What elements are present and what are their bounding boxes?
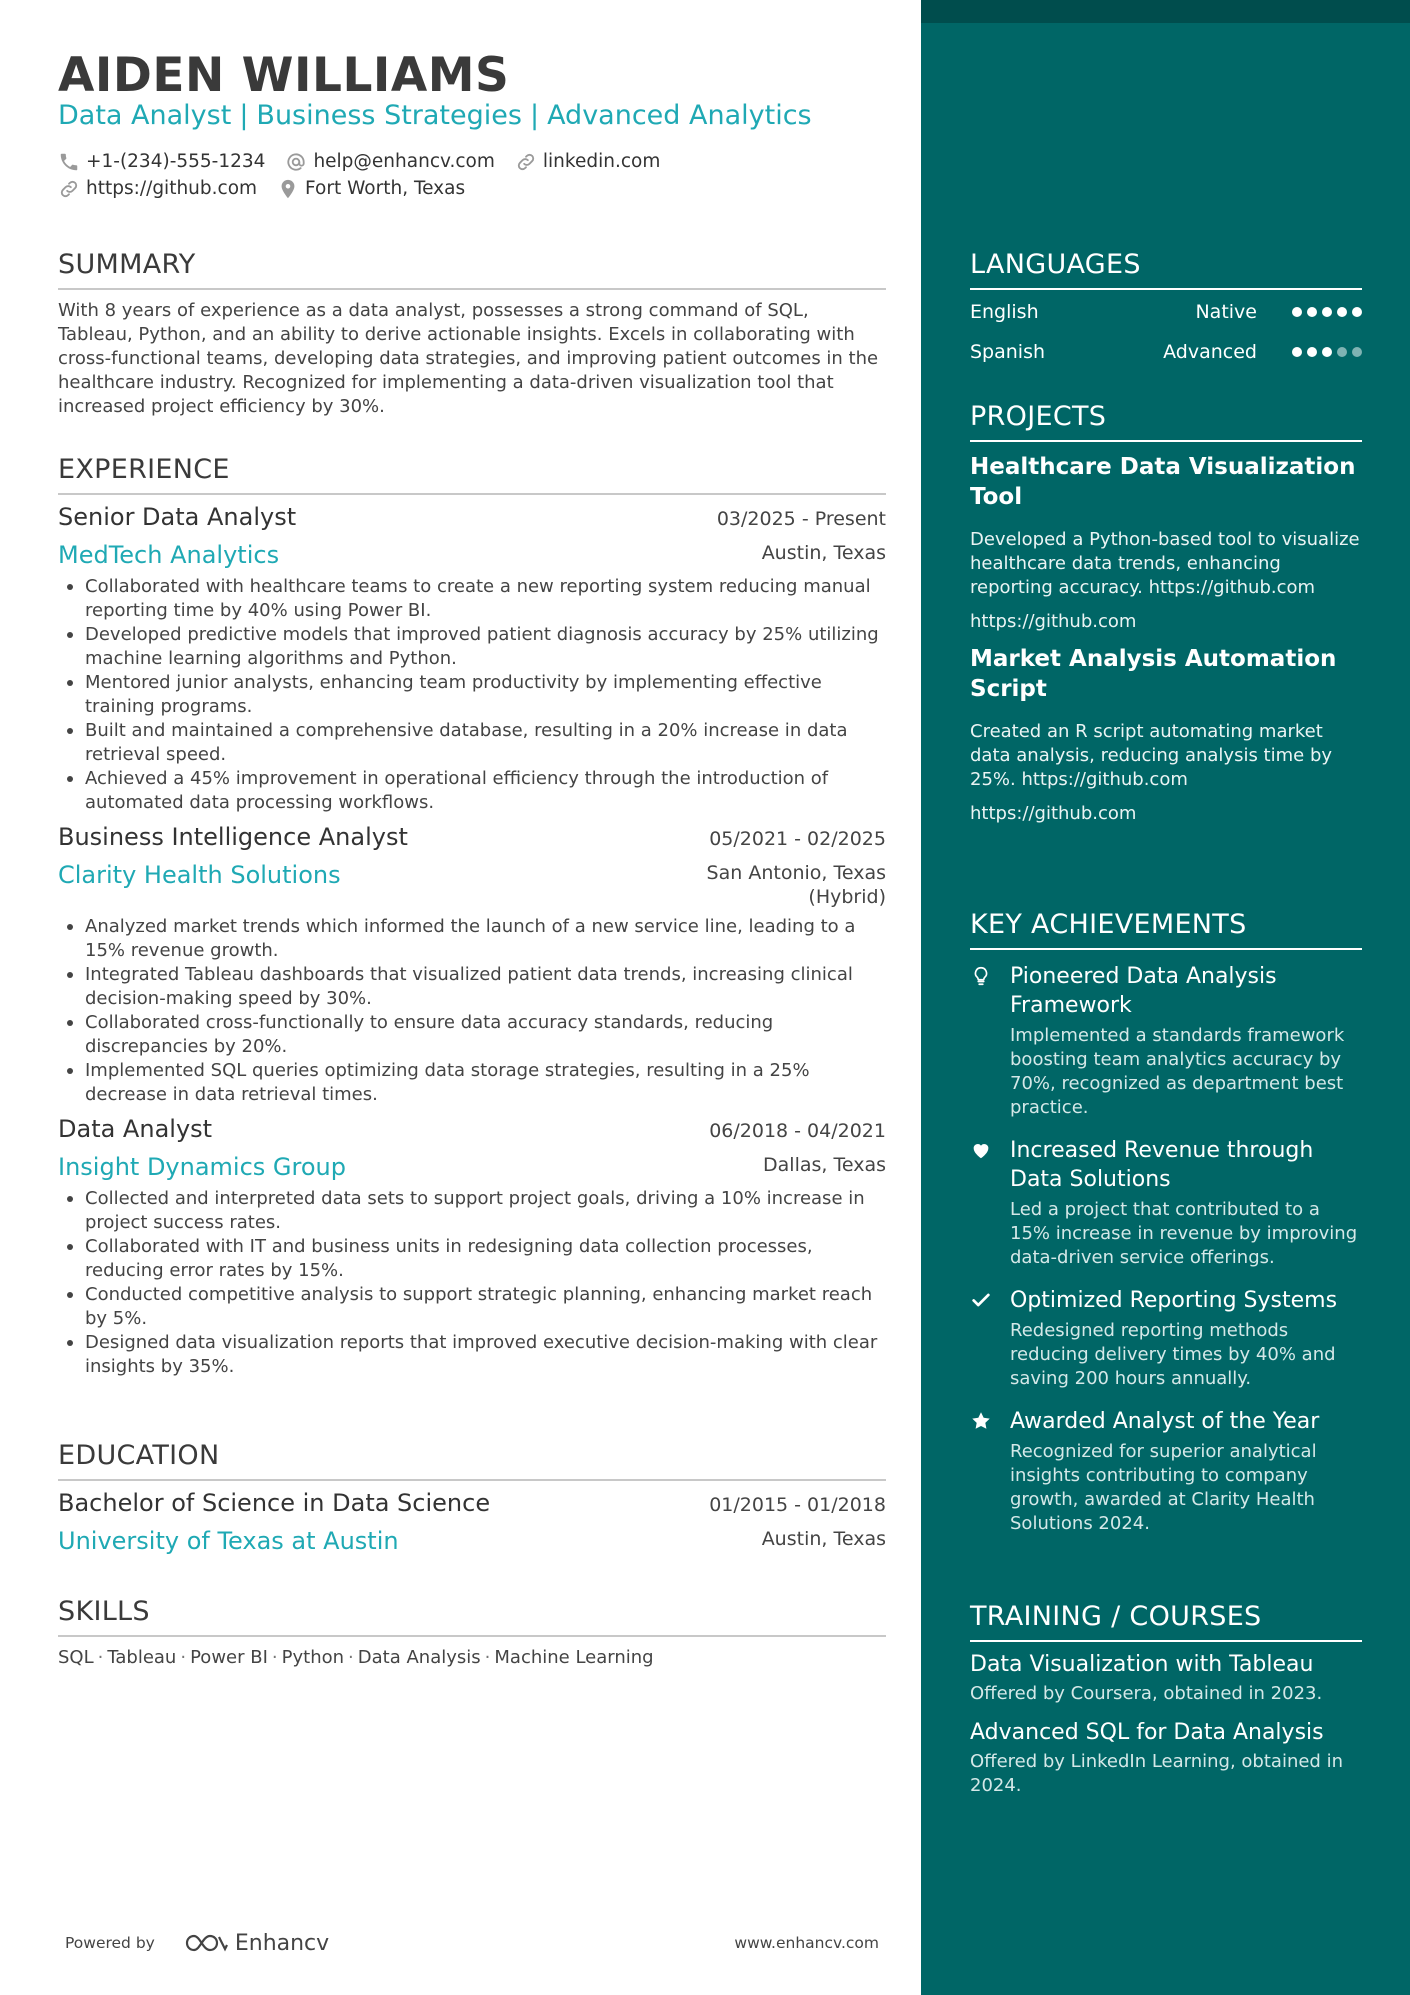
achievement-title: Pioneered Data Analysis Framework (1010, 964, 1277, 1018)
rating-dot-filled (1322, 307, 1332, 317)
skill-separator: · (271, 1647, 278, 1668)
project-title: Healthcare Data Visualization Tool (970, 454, 1356, 510)
job-title: Data Analyst (58, 1115, 213, 1143)
rating-dot-empty (1337, 347, 1347, 357)
job-title: Business Intelligence Analyst (58, 823, 408, 851)
language-rating (1287, 347, 1362, 357)
skill-separator: · (348, 1647, 354, 1668)
enhancv-logo[interactable] (183, 1931, 329, 1956)
phone-text: +1-(234)-555-1234 (86, 151, 266, 172)
project-link[interactable]: https://github.com (970, 803, 1137, 824)
list-item: Analyzed market trends which informed the launch of a new service line, leading to a 15% revenue growth. (58, 915, 886, 963)
job-location-mode: (Hybrid) (808, 886, 886, 908)
project-description: Developed a Python-based tool to visualize healthcare data trends, enhancing reporting accuracy. https://github.com (970, 529, 1360, 598)
sidebar (921, 0, 1410, 1995)
language-row (970, 292, 1362, 332)
education-date: 01/2015 - 01/2018 (709, 1494, 886, 1516)
job-date: 05/2021 - 02/2025 (709, 828, 886, 850)
experience-section (58, 454, 886, 1379)
school-name: University of Texas at Austin (58, 1527, 399, 1555)
contact-email[interactable] (285, 151, 494, 173)
job-location: Austin, Texas (761, 542, 886, 564)
achievement-description: Led a project that contributed to a 15% increase in revenue by improving data-driven service offerings. (1010, 1199, 1358, 1268)
language-name: English (970, 301, 1039, 323)
project-title: Market Analysis Automation Script (970, 646, 1337, 702)
list-item: Designed data visualization reports that improved executive decision-making with clear insights by 35%. (58, 1331, 886, 1379)
headline-separator: | (529, 100, 540, 131)
achievement-entry (970, 1286, 1362, 1391)
projects-section (970, 401, 1362, 824)
language-level: Advanced (1163, 341, 1257, 363)
skill-item: Python (281, 1647, 345, 1668)
candidate-name: AIDEN WILLIAMS (58, 48, 510, 103)
list-item: Collaborated with healthcare teams to create a new reporting system reducing manual reporting time by 40% using Power BI. (58, 575, 886, 623)
course-entry (970, 1720, 1362, 1798)
email-text: help@enhancv.com (313, 151, 495, 172)
skills-list (58, 1647, 886, 1668)
rating-dot-filled (1337, 307, 1347, 317)
achievement-title: Optimized Reporting Systems (1010, 1288, 1338, 1313)
link-icon (515, 151, 537, 173)
achievements-section (970, 909, 1362, 1536)
lightbulb-icon (970, 962, 1010, 1120)
language-rating (1287, 307, 1362, 317)
job-bullets (58, 915, 886, 1107)
job-bullets (58, 1187, 886, 1379)
project-entry (970, 452, 1362, 632)
brand-name: Enhancv (234, 1930, 330, 1956)
school-location: Austin, Texas (761, 1528, 886, 1550)
section-title: LANGUAGES (970, 249, 1362, 290)
course-description: Offered by Coursera, obtained in 2023. (970, 1683, 1323, 1704)
achievement-title: Increased Revenue through Data Solutions (1010, 1138, 1314, 1192)
course-entry (970, 1652, 1362, 1706)
section-title: TRAINING / COURSES (970, 1601, 1362, 1642)
skill-item: Power BI (190, 1647, 268, 1668)
job-location: Dallas, Texas (763, 1154, 886, 1176)
headline-role-2: Business Strategies (256, 100, 522, 131)
course-description: Offered by LinkedIn Learning, obtained in 2024. (970, 1751, 1343, 1796)
location-text: Fort Worth, Texas (305, 178, 466, 199)
skill-item: Machine Learning (494, 1647, 654, 1668)
skill-separator: · (180, 1647, 187, 1668)
degree-title: Bachelor of Science in Data Science (58, 1489, 491, 1517)
job-location-city: San Antonio, Texas (706, 862, 886, 884)
achievement-description: Redesigned reporting methods reducing delivery times by 40% and saving 200 hours annually. (1010, 1320, 1336, 1389)
list-item: Mentored junior analysts, enhancing team productivity by implementing effective training programs. (58, 671, 886, 719)
skill-separator: · (484, 1647, 491, 1668)
at-icon (285, 151, 307, 173)
achievement-entry (970, 1407, 1362, 1536)
job-title: Senior Data Analyst (58, 503, 297, 531)
project-entry (970, 644, 1362, 824)
skill-item: SQL (58, 1647, 94, 1668)
language-name: Spanish (970, 341, 1046, 363)
location-pin-icon (277, 178, 299, 200)
list-item: Implemented SQL queries optimizing data storage strategies, resulting in a 25% decrease in data retrieval times. (58, 1059, 886, 1107)
sidebar-top-band (921, 0, 1410, 23)
section-title: KEY ACHIEVEMENTS (970, 909, 1362, 950)
website-link[interactable]: www.enhancv.com (734, 1934, 879, 1952)
rating-dot-filled (1292, 347, 1302, 357)
section-title: EXPERIENCE (58, 454, 886, 495)
headline (58, 100, 812, 131)
job-company: Clarity Health Solutions (58, 861, 341, 889)
job-company: Insight Dynamics Group (58, 1153, 346, 1181)
list-item: Integrated Tableau dashboards that visualized patient data trends, increasing clinical decision-making speed by 30%. (58, 963, 886, 1011)
course-title: Data Visualization with Tableau (970, 1652, 1314, 1677)
github-text: https://github.com (86, 178, 258, 199)
rating-dot-filled (1292, 307, 1302, 317)
skill-item: Data Analysis (357, 1647, 481, 1668)
rating-dot-filled (1307, 347, 1317, 357)
project-description: Created an R script automating market data analysis, reducing analysis time by 25%. https://github.com (970, 721, 1333, 790)
list-item: Conducted competitive analysis to support strategic planning, enhancing market reach by 5%. (58, 1283, 886, 1331)
languages-section (970, 249, 1362, 372)
contact-info (58, 148, 888, 202)
job-bullets (58, 575, 886, 815)
job-company: MedTech Analytics (58, 541, 280, 569)
project-link[interactable]: https://github.com (970, 611, 1137, 632)
contact-github[interactable] (58, 178, 257, 200)
list-item: Achieved a 45% improvement in operational efficiency through the introduction of automated data processing workflows. (58, 767, 886, 815)
check-icon (970, 1286, 1010, 1391)
rating-dot-filled (1322, 347, 1332, 357)
skill-item: Tableau (107, 1647, 177, 1668)
list-item: Collected and interpreted data sets to support project goals, driving a 10% increase in project success rates. (58, 1187, 886, 1235)
job-date: 06/2018 - 04/2021 (709, 1120, 886, 1142)
achievement-entry (970, 962, 1362, 1120)
contact-location (277, 178, 465, 200)
contact-linkedin[interactable] (515, 151, 660, 173)
rating-dot-filled (1307, 307, 1317, 317)
summary-section (58, 249, 886, 419)
list-item: Collaborated cross-functionally to ensure data accuracy standards, reducing discrepancies by 20%. (58, 1011, 886, 1059)
job-entry (58, 1115, 886, 1379)
achievement-title: Awarded Analyst of the Year (1010, 1409, 1320, 1434)
powered-by-text: Powered by (65, 1934, 155, 1952)
contact-phone[interactable] (58, 151, 265, 173)
skill-separator: · (97, 1647, 104, 1668)
section-title: SKILLS (58, 1596, 886, 1637)
section-title: PROJECTS (970, 401, 1362, 442)
rating-dot-filled (1352, 307, 1362, 317)
link-icon (58, 178, 80, 200)
phone-icon (58, 151, 80, 173)
achievement-description: Recognized for superior analytical insights contributing to company growth, awarded at Clarity Health Solutions 2024. (1010, 1441, 1317, 1534)
language-level: Native (1195, 301, 1257, 323)
star-icon (970, 1407, 1010, 1536)
rating-dot-empty (1352, 347, 1362, 357)
course-title: Advanced SQL for Data Analysis (970, 1720, 1324, 1745)
summary-text: With 8 years of experience as a data analyst, possesses a strong command of SQL, Tableau, Python, and an ability to derive actionable insights. Excels in collaborating with cross-functional teams, developing data strategies, and improving patient outcomes in the healthcare industry. Recognized for implementing a data-driven visualization tool that increased project efficiency by 30%. (58, 300, 879, 417)
list-item: Built and maintained a comprehensive database, resulting in a 20% increase in data retrieval speed. (58, 719, 886, 767)
job-date: 03/2025 - Present (716, 508, 886, 530)
skills-section (58, 1596, 886, 1668)
headline-separator: | (239, 100, 249, 131)
headline-role-3: Advanced Analytics (547, 100, 812, 131)
enhancv-logo-icon (183, 1931, 229, 1955)
footer (65, 1930, 879, 1956)
section-title: EDUCATION (58, 1440, 886, 1481)
training-section (970, 1601, 1362, 1798)
job-entry (58, 503, 886, 815)
section-title: SUMMARY (58, 249, 886, 290)
list-item: Collaborated with IT and business units in redesigning data collection processes, reducing error rates by 15%. (58, 1235, 886, 1283)
list-item: Developed predictive models that improved patient diagnosis accuracy by 25% utilizing machine learning algorithms and Python. (58, 623, 886, 671)
education-section (58, 1440, 886, 1555)
linkedin-text: linkedin.com (542, 151, 661, 172)
heart-icon (970, 1136, 1010, 1270)
achievement-description: Implemented a standards framework boosting team analytics accuracy by 70%, recognized as department best practice. (1010, 1025, 1345, 1118)
job-entry (58, 823, 886, 1107)
achievement-entry (970, 1136, 1362, 1270)
job-location (707, 861, 886, 909)
language-row (970, 332, 1362, 372)
headline-role-1: Data Analyst (58, 100, 232, 131)
